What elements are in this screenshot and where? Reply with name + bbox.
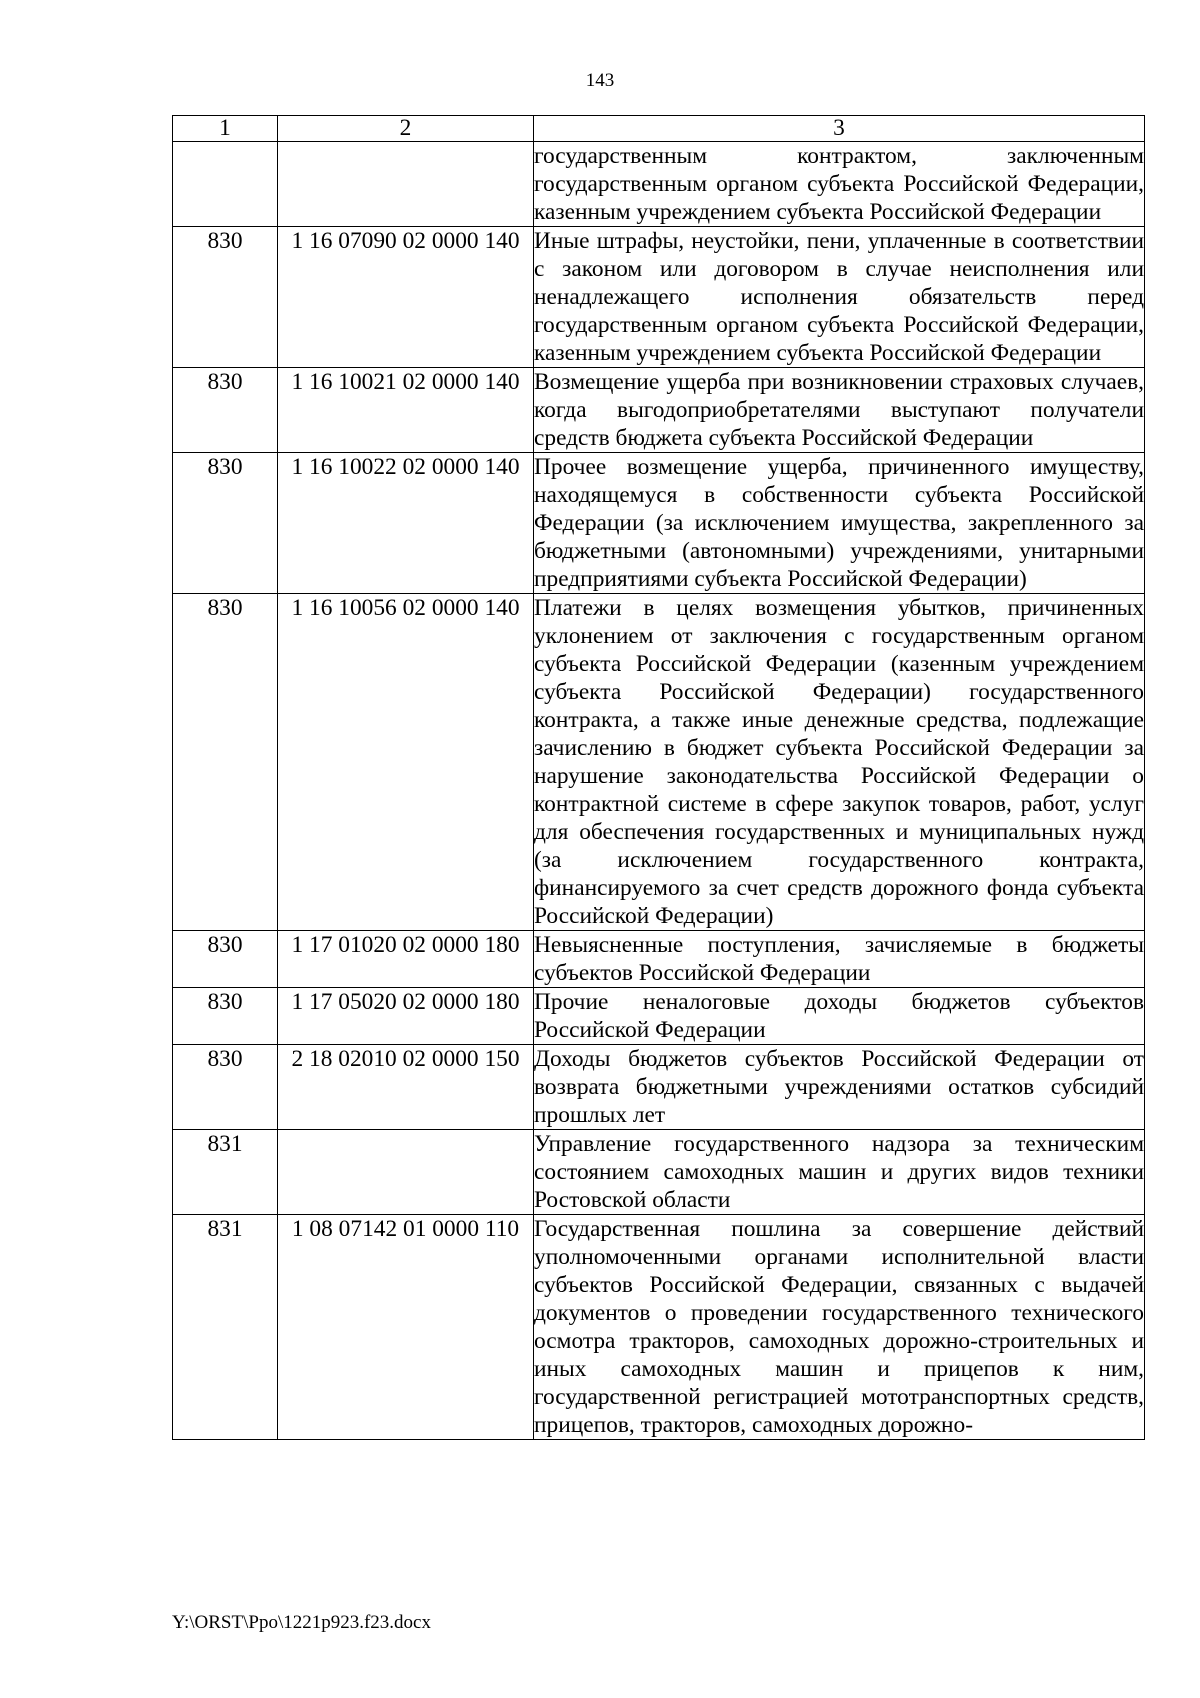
table-row [173,227,1145,368]
kbk-code-cell [278,1130,534,1215]
table-row [173,931,1145,988]
admin-code-cell: 830 [173,988,278,1045]
table-row [173,1215,1145,1440]
admin-code-cell: 830 [173,227,278,368]
table-row [173,1045,1145,1130]
table-row [173,453,1145,594]
admin-code-cell: 831 [173,1215,278,1440]
table-row [173,142,1145,227]
kbk-code-cell: 1 08 07142 01 0000 110 [278,1215,534,1440]
description-cell: государственным контрактом, заключенным государственным органом субъекта Российской Федерации, казенным учреждением субъекта Российской Федерации [534,143,1144,225]
description-cell: Невыясненные поступления, зачисляемые в бюджеты субъектов Российской Федерации [534,932,1144,986]
kbk-code-cell: 1 16 10021 02 0000 140 [278,368,534,453]
table-header-cell: 2 [278,116,534,142]
kbk-code-cell [278,142,534,227]
budget-codes-table [172,115,1145,1440]
table-row [173,368,1145,453]
kbk-code-cell: 2 18 02010 02 0000 150 [278,1045,534,1130]
page-number: 143 [585,70,615,91]
admin-code-cell: 830 [173,594,278,931]
admin-code-cell: 830 [173,453,278,594]
kbk-code-cell: 1 16 10056 02 0000 140 [278,594,534,931]
table-header-cell: 3 [534,116,1145,142]
kbk-code-cell: 1 17 01020 02 0000 180 [278,931,534,988]
description-cell: Возмещение ущерба при возникновении страховых случаев, когда выгодоприобретателями выступают получатели средств бюджета субъекта Российской Федерации [534,369,1144,451]
admin-code-cell: 830 [173,1045,278,1130]
kbk-code-cell: 1 16 10022 02 0000 140 [278,453,534,594]
table-row [173,1130,1145,1215]
description-cell: Доходы бюджетов субъектов Российской Федерации от возврата бюджетными учреждениями остатков субсидий прошлых лет [534,1046,1144,1128]
table-row [173,988,1145,1045]
admin-code-cell: 830 [173,368,278,453]
admin-code-cell: 830 [173,931,278,988]
kbk-code-cell: 1 16 07090 02 0000 140 [278,227,534,368]
description-cell: Прочее возмещение ущерба, причиненного имуществу, находящемуся в собственности субъекта Российской Федерации (за исключением имущества, закрепленного за бюджетными (автономными) учреждениями, унитарными предприятиями субъекта Российской Федерации) [534,454,1144,592]
description-cell: Платежи в целях возмещения убытков, причиненных уклонением от заключения с государственным органом субъекта Российской Федерации (казенным учреждением субъекта Российской Федерации) государственного контракта, а также иные денежные средства, подлежащие зачислению в бюджет субъекта Российской Федерации за нарушение законодательства Российской Федерации о контрактной системе в сфере закупок товаров, работ, услуг для обеспечения государственных и муниципальных нужд (за исключением государственного контракта, финансируемого за счет средств дорожного фонда субъекта Российской Федерации) [534,595,1144,929]
description-cell: Управление государственного надзора за техническим состоянием самоходных машин и других видов техники Ростовской области [534,1131,1144,1213]
table-row [173,594,1145,931]
table-header-row [173,116,1145,142]
admin-code-cell: 831 [173,1130,278,1215]
description-cell: Прочие неналоговые доходы бюджетов субъектов Российской Федерации [534,989,1144,1043]
description-cell: Иные штрафы, неустойки, пени, уплаченные в соответствии с законом или договором в случае неисполнения или ненадлежащего исполнения обязательств перед государственным органом субъекта Российской Федерации, казенным учреждением субъекта Российской Федерации [534,228,1144,366]
file-path-footer: Y:\ORST\Ppo\1221p923.f23.docx [172,1612,431,1633]
admin-code-cell [173,142,278,227]
description-cell: Государственная пошлина за совершение действий уполномоченными органами исполнительной власти субъектов Российской Федерации, связанных с выдачей документов о проведении государственного технического осмотра тракторов, самоходных дорожно-строительных и иных самоходных машин и прицепов к ним, государственной регистрацией мототранспортных средств, прицепов, тракторов, самоходных дорожно- [534,1216,1144,1438]
table-header-cell: 1 [173,116,278,142]
kbk-code-cell: 1 17 05020 02 0000 180 [278,988,534,1045]
